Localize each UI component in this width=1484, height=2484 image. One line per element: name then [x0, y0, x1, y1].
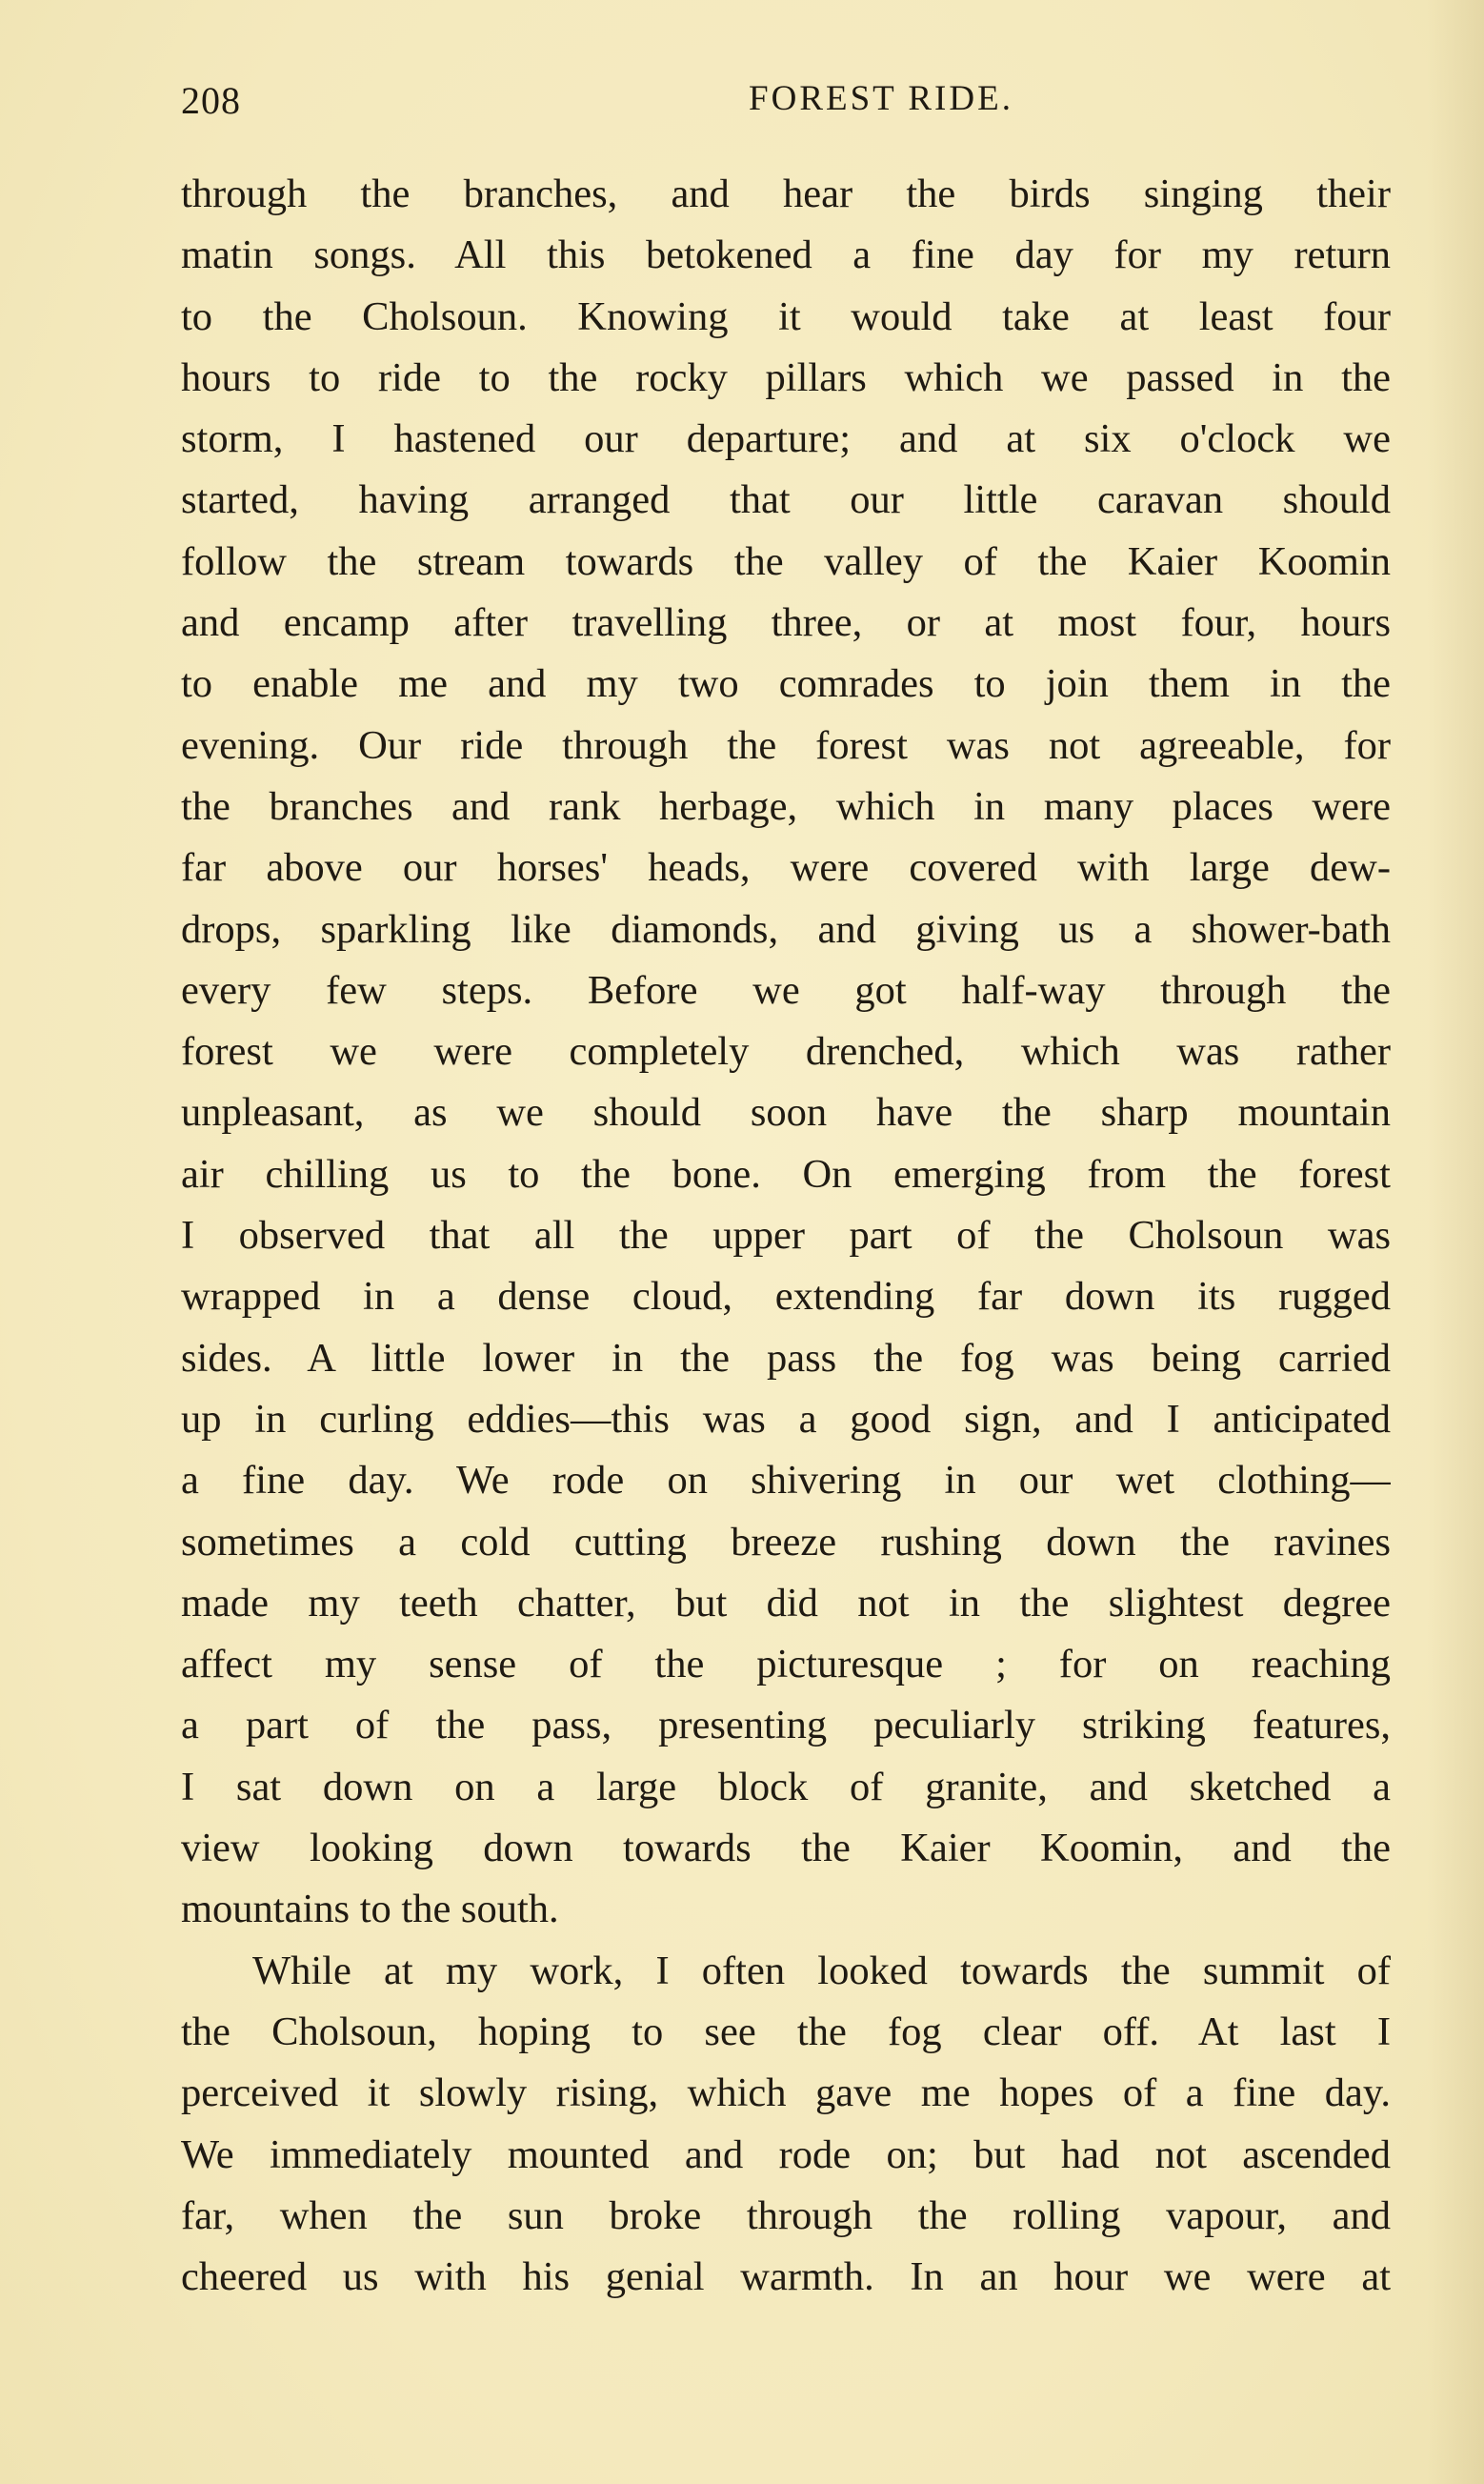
paragraph-end-line: mountains to the south.	[181, 1887, 559, 1932]
text-line: far, when the sun broke through the rolling vapour, and	[181, 2192, 1391, 2238]
text-line: the Cholsoun, hoping to see the fog clear off. At last I	[181, 2009, 1391, 2054]
text-line: a fine day. We rode on shivering in our wet clothing—	[181, 1458, 1391, 1504]
page-header	[181, 78, 1410, 135]
text-line: I observed that all the upper part of the Cholsoun was	[181, 1213, 1391, 1259]
text-line: view looking down towards the Kaier Koomin, and the	[181, 1826, 1391, 1871]
page-number: 208	[181, 79, 241, 122]
text-line: to enable me and my two comrades to join them in the	[181, 661, 1391, 707]
text-line: up in curling eddies—this was a good sign, and I anticipated	[181, 1396, 1391, 1442]
text-line: started, having arranged that our little caravan should	[181, 477, 1391, 523]
text-line: sides. A little lower in the pass the fog was being carried	[181, 1335, 1391, 1381]
paragraph-start-line: While at my work, I often looked towards the summit of	[252, 1948, 1391, 1993]
text-line: unpleasant, as we should soon have the sharp mountain	[181, 1090, 1391, 1136]
text-line: We immediately mounted and rode on; but had not ascended	[181, 2131, 1391, 2177]
text-line: wrapped in a dense cloud, extending far down its rugged	[181, 1274, 1391, 1320]
text-line: every few steps. Before we got half-way through the	[181, 967, 1391, 1013]
text-line: follow the stream towards the valley of the Kaier Koomin	[181, 538, 1391, 584]
text-line: the branches and rank herbage, which in many places were	[181, 783, 1391, 829]
text-line: affect my sense of the picturesque ; for on reaching	[181, 1642, 1391, 1687]
text-line: drops, sparkling like diamonds, and giving us a shower-bath	[181, 906, 1391, 952]
text-line: evening. Our ride through the forest was not agreeable, for	[181, 722, 1391, 768]
text-line: through the branches, and hear the birds singing their	[181, 172, 1391, 216]
text-line: hours to ride to the rocky pillars which we passed in the	[181, 354, 1391, 400]
text-line: I sat down on a large block of granite, and sketched a	[181, 1764, 1391, 1809]
text-line: perceived it slowly rising, which gave me hopes of a fine day.	[181, 2070, 1391, 2116]
running-title: FOREST RIDE.	[749, 79, 1013, 118]
text-line: storm, I hastened our departure; and at six o'clock we	[181, 416, 1391, 462]
text-line: sometimes a cold cutting breeze rushing down the ravines	[181, 1519, 1391, 1565]
body-text	[181, 164, 1391, 2308]
text-line: air chilling us to the bone. On emerging from the forest	[181, 1151, 1391, 1197]
text-line: cheered us with his genial warmth. In an hour we were at	[181, 2254, 1391, 2300]
text-line: forest we were completely drenched, which was rather	[181, 1029, 1391, 1075]
text-line: to the Cholsoun. Knowing it would take at least four	[181, 293, 1391, 339]
text-line: matin songs. All this betokened a fine day for my return	[181, 232, 1391, 278]
text-line: a part of the pass, presenting peculiarly striking features,	[181, 1703, 1391, 1748]
text-line: far above our horses' heads, were covered with large dew-	[181, 845, 1391, 891]
text-line: made my teeth chatter, but did not in the slightest degree	[181, 1580, 1391, 1626]
page-edge-shading	[1427, 0, 1484, 2484]
text-line: and encamp after travelling three, or at most four, hours	[181, 600, 1391, 646]
